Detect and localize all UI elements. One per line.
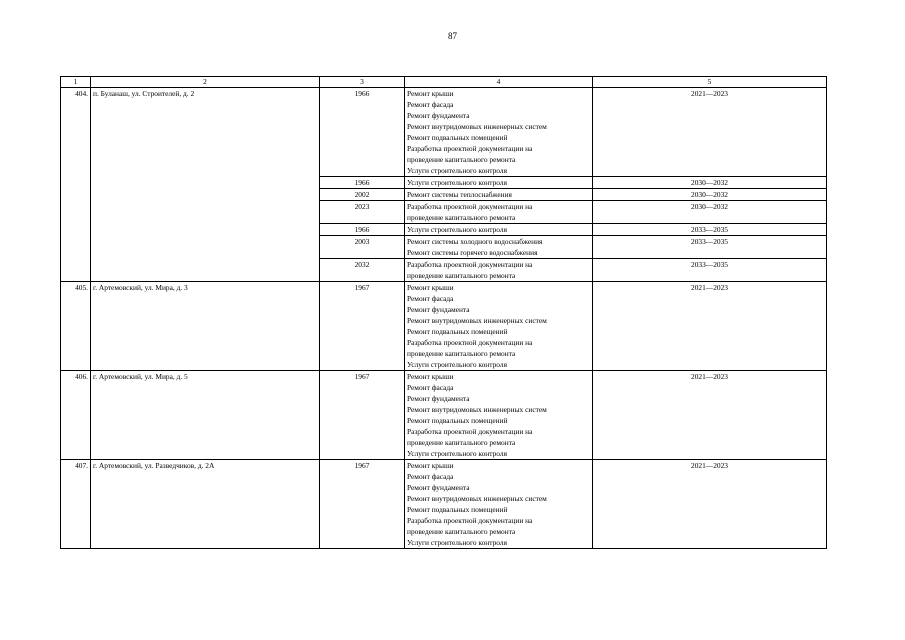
table-row [61, 282, 827, 371]
work-item: проведение капитального ремонта [407, 349, 516, 358]
work-item: Ремонт фасада [407, 100, 454, 109]
period-cell: 2021—2023 [593, 282, 827, 371]
work-item: Услуги строительного контроля [407, 225, 507, 234]
work-item: Ремонт подвальных помещений [407, 416, 508, 425]
address-cell: г. Артемовский, ул. Разведчиков, д. 2А [91, 460, 320, 549]
header-cell: 2 [91, 77, 320, 88]
year-cell: 2003 [320, 236, 405, 259]
year-cell: 1967 [320, 371, 405, 460]
row-number: 407. [61, 460, 91, 549]
works-cell [405, 460, 593, 549]
address-cell: п. Буланаш, ул. Строителей, д. 2 [91, 88, 320, 282]
year-cell: 1966 [320, 177, 405, 189]
period-cell: 2033—2035 [593, 259, 827, 282]
work-item: Услуги строительного контроля [407, 178, 507, 187]
year-cell: 2023 [320, 201, 405, 224]
work-item: Ремонт крыши [407, 461, 454, 470]
work-item: Ремонт фасада [407, 383, 454, 392]
work-item: Разработка проектной документации на [407, 260, 533, 269]
table-row [61, 460, 827, 549]
row-number: 406. [61, 371, 91, 460]
period-cell: 2033—2035 [593, 224, 827, 236]
table-row [61, 371, 827, 460]
work-item: Разработка проектной документации на [407, 516, 533, 525]
work-item: Ремонт внутридомовых инженерных систем [407, 405, 547, 414]
work-item: Ремонт фасада [407, 294, 454, 303]
work-item: Ремонт крыши [407, 372, 454, 381]
work-item: Ремонт внутридомовых инженерных систем [407, 494, 547, 503]
work-item: Ремонт фундамента [407, 305, 470, 314]
work-item: Ремонт внутридомовых инженерных систем [407, 122, 547, 131]
period-cell: 2033—2035 [593, 236, 827, 259]
work-item: Услуги строительного контроля [407, 538, 507, 547]
work-item: проведение капитального ремонта [407, 213, 516, 222]
work-item: Разработка проектной документации на [407, 427, 533, 436]
year-cell: 1967 [320, 460, 405, 549]
work-item: Ремонт крыши [407, 283, 454, 292]
period-cell: 2030—2032 [593, 177, 827, 189]
work-item: Ремонт фундамента [407, 483, 470, 492]
works-cell [405, 189, 593, 201]
work-item: Ремонт подвальных помещений [407, 133, 508, 142]
header-cell: 4 [405, 77, 593, 88]
works-cell [405, 236, 593, 259]
period-cell: 2030—2032 [593, 201, 827, 224]
work-item: Ремонт фасада [407, 472, 454, 481]
year-cell: 1966 [320, 88, 405, 177]
work-item: Услуги строительного контроля [407, 449, 507, 458]
work-item: Разработка проектной документации на [407, 144, 533, 153]
work-item: Ремонт системы холодного водоснабжения [407, 237, 543, 246]
work-item: Ремонт системы горячего водоснабжения [407, 248, 538, 257]
works-cell [405, 201, 593, 224]
row-number: 405. [61, 282, 91, 371]
header-cell: 5 [593, 77, 827, 88]
table-row [61, 88, 827, 177]
work-item: проведение капитального ремонта [407, 155, 516, 164]
period-cell: 2021—2023 [593, 88, 827, 177]
address-cell: г. Артемовский, ул. Мира, д. 3 [91, 282, 320, 371]
header-cell: 1 [61, 77, 91, 88]
work-item: Ремонт внутридомовых инженерных систем [407, 316, 547, 325]
work-item: Ремонт подвальных помещений [407, 327, 508, 336]
year-cell: 2002 [320, 189, 405, 201]
period-cell: 2030—2032 [593, 189, 827, 201]
works-cell [405, 259, 593, 282]
repair-schedule-table [60, 76, 827, 549]
works-cell [405, 371, 593, 460]
work-item: Ремонт подвальных помещений [407, 505, 508, 514]
work-item: Ремонт крыши [407, 89, 454, 98]
page-number: 87 [448, 31, 457, 41]
work-item: Разработка проектной документации на [407, 202, 533, 211]
work-item: Ремонт фундамента [407, 111, 470, 120]
period-cell: 2021—2023 [593, 460, 827, 549]
work-item: Услуги строительного контроля [407, 360, 507, 369]
works-cell [405, 177, 593, 189]
work-item: Разработка проектной документации на [407, 338, 533, 347]
works-cell [405, 282, 593, 371]
year-cell: 1966 [320, 224, 405, 236]
work-item: Ремонт фундамента [407, 394, 470, 403]
row-number: 404. [61, 88, 91, 282]
work-item: Услуги строительного контроля [407, 166, 507, 175]
work-item: Ремонт системы теплоснабжения [407, 190, 512, 199]
work-item: проведение капитального ремонта [407, 527, 516, 536]
work-item: проведение капитального ремонта [407, 271, 516, 280]
address-cell: г. Артемовский, ул. Мира, д. 5 [91, 371, 320, 460]
header-cell: 3 [320, 77, 405, 88]
work-item: проведение капитального ремонта [407, 438, 516, 447]
year-cell: 1967 [320, 282, 405, 371]
table-header-row [61, 77, 827, 88]
period-cell: 2021—2023 [593, 371, 827, 460]
works-cell [405, 88, 593, 177]
works-cell [405, 224, 593, 236]
year-cell: 2032 [320, 259, 405, 282]
